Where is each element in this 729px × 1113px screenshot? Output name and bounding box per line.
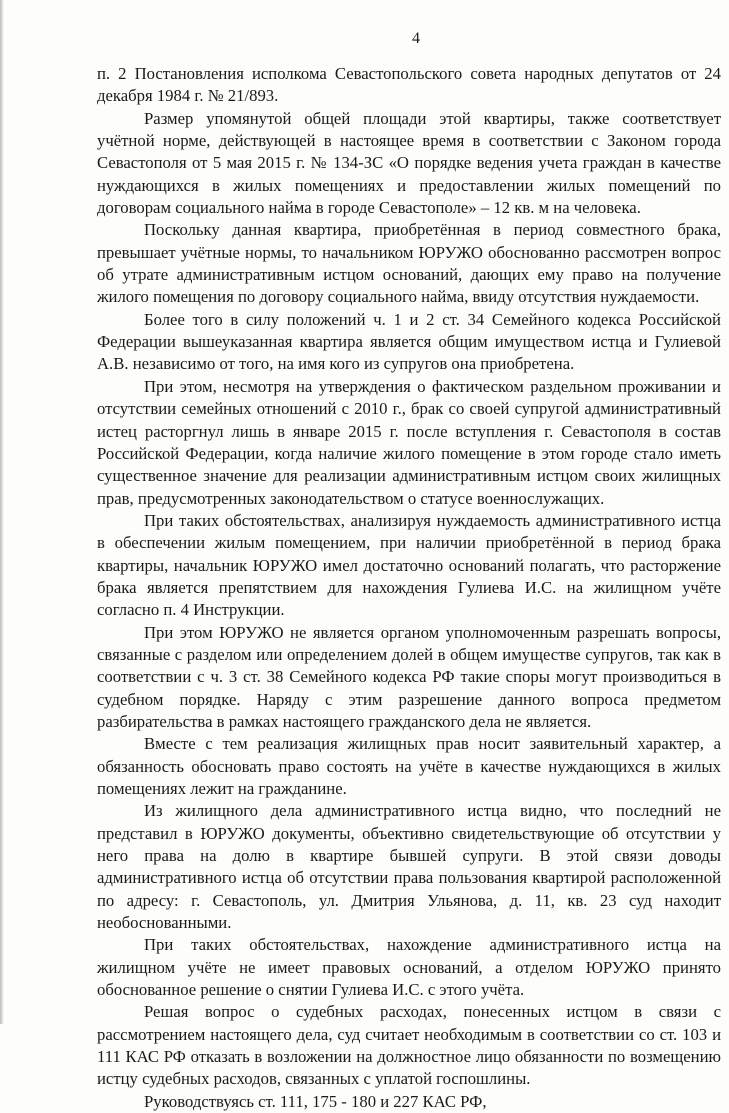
paragraph: п. 2 Постановления исполкома Севастопольского совета народных депутатов от 24 декабря 1984 г. № 21/893. bbox=[97, 64, 721, 106]
paragraph: Размер упомянутой общей площади этой квартиры, также соответствует учётной норме, действующей в настоящее время в соответствии с Законом города Севастополя от 5 мая 2015 г. № 134-ЗС «О порядке ведения учета граждан в качестве нуждающихся в жилых помещениях и предоставлении жилых помещений по договорам социального найма в городе Севастополе» – 12 кв. м на человека. bbox=[97, 108, 721, 218]
scan-edge-shadow bbox=[0, 0, 4, 1024]
paragraph: Поскольку данная квартира, приобретённая в период совместного брака, превышает учётные нормы, то начальником ЮРУЖО обоснованно рассмотрен вопрос об утрате административным истцом оснований, дающих ему право на получение жилого помещения по договору социального найма, ввиду отсутствия нуждаемости. bbox=[97, 220, 721, 307]
paragraph: При таких обстоятельствах, нахождение административного истца на жилищном учёте не имеет правовых оснований, а отделом ЮРУЖО принято обоснованное решение о снятии Гулиева И.С. с этого учёта. bbox=[97, 935, 721, 1000]
paragraph: Из жилищного дела административного истца видно, что последний не представил в ЮРУЖО документы, объективно свидетельствующие об отсутствии у него права на долю в квартире бывшей супруги. В этой связи доводы административного истца об отсутствии права пользования квартирой расположенной по адресу: г. Севастополь, ул. Дмитрия Ульянова, д. 11, кв. 23 суд находит необоснованными. bbox=[97, 801, 721, 933]
paragraph: Руководствуясь ст. 111, 175 - 180 и 227 КАС РФ, bbox=[144, 1091, 487, 1111]
paragraph: Более того в силу положений ч. 1 и 2 ст. 34 Семейного кодекса Российской Федерации вышеуказанная квартира является общим имуществом истца и Гулиевой А.В. независимо от того, на имя кого из супругов она приобретена. bbox=[97, 309, 721, 374]
paragraph: При таких обстоятельствах, анализируя нуждаемость административного истца в обеспечении жилым помещением, при наличии приобретённой в период брака квартиры, начальник ЮРУЖО имел достаточно оснований полагать, что расторжение брака является препятствием для нахождения Гулиева И.С. на жилищном учёте согласно п. 4 Инструкции. bbox=[97, 510, 721, 620]
page-number: 4 bbox=[412, 30, 420, 47]
paragraph: При этом ЮРУЖО не является органом уполномоченным разрешать вопросы, связанные с разделом или определением долей в общем имуществе супругов, так как в соответствии с ч. 3 ст. 38 Семейного кодекса РФ такие споры могут производиться в судебном порядке. Наряду с этим разрешение данного вопроса предметом разбирательства в рамках настоящего гражданского дела не является. bbox=[97, 622, 721, 731]
paragraph: Вместе с тем реализация жилищных прав носит заявительный характер, а обязанность обосновать право состоять на учёте в качестве нуждающихся в жилых помещениях лежит на гражданине. bbox=[97, 734, 721, 798]
document-body bbox=[97, 63, 721, 1113]
paragraph: Решая вопрос о судебных расходах, понесенных истцом в связи с рассмотрением настоящего дела, суд считает необходимым в соответствии со ст. 103 и 111 КАС РФ отказать в возложении на должностное лицо обязанности по возмещению истцу судебных расходов, связанных с уплатой госпошлины. bbox=[97, 1002, 721, 1089]
paragraph: При этом, несмотря на утверждения о фактическом раздельном проживании и отсутствии семейных отношений с 2010 г., брак со своей супругой административный истец расторгнул лишь в январе 2015 г. после вступления г. Севастополя в состав Российской Федерации, когда наличие жилого помещение в этом городе стало иметь существенное значение для реализации административным истцом своих жилищных прав, предусмотренных законодательством о статусе военнослужащих. bbox=[97, 376, 721, 508]
